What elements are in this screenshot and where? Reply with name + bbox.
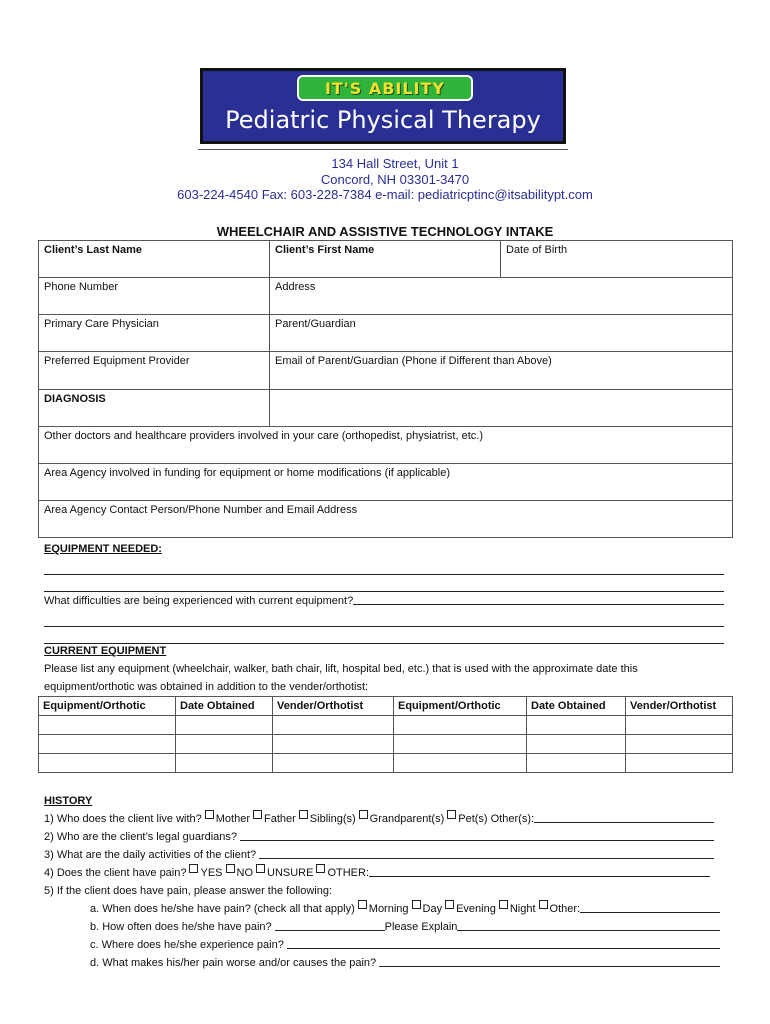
client-info-table xyxy=(38,240,733,538)
option-label: Mother xyxy=(215,813,250,825)
email-field[interactable]: Email of Parent/Guardian (Phone if Different than Above) xyxy=(270,352,733,389)
qc-answer[interactable] xyxy=(287,936,720,949)
pcp-field[interactable]: Primary Care Physician xyxy=(39,315,270,352)
logo xyxy=(200,68,566,144)
equipment-needed-line-1[interactable] xyxy=(44,558,724,575)
first-name-field[interactable]: Client’s First Name xyxy=(270,241,501,278)
q4-answer[interactable] xyxy=(369,864,710,877)
q2-label: 2) Who are the client’s legal guardians? xyxy=(44,831,238,843)
col-header: Date Obtained xyxy=(527,697,626,716)
q4-label: 4) Does the client have pain? xyxy=(44,867,187,879)
qb-label: b. How often does he/she have pain? xyxy=(90,921,272,933)
option-label: UNSURE xyxy=(267,867,314,879)
q3-label: 3) What are the daily activities of the client? xyxy=(44,849,257,861)
checkbox[interactable] xyxy=(358,900,367,909)
table-cell[interactable] xyxy=(527,716,626,735)
q1-label: 1) Who does the client live with? xyxy=(44,813,202,825)
option-label: NO xyxy=(236,867,253,879)
option-label: Evening xyxy=(456,903,496,915)
checkbox[interactable] xyxy=(359,810,368,819)
contact-line: 603-224-4540 Fax: 603-228-7384 e-mail: pediatricptinc@itsabilitypt.com xyxy=(177,187,593,202)
option-label: Sibling(s) xyxy=(309,813,356,825)
table-cell[interactable] xyxy=(176,735,273,754)
table-cell[interactable] xyxy=(394,754,527,773)
table-cell[interactable] xyxy=(176,716,273,735)
history-section xyxy=(44,792,734,972)
current-equipment-heading: CURRENT EQUIPMENT xyxy=(44,645,167,657)
difficulties-answer[interactable] xyxy=(353,592,724,605)
diagnosis-field[interactable] xyxy=(270,389,733,426)
qb-explain-label: Please Explain xyxy=(384,921,458,933)
checkbox[interactable] xyxy=(539,900,548,909)
equipment-needed-line-2[interactable] xyxy=(44,575,724,592)
diagnosis-label: DIAGNOSIS xyxy=(39,389,270,426)
table-cell[interactable] xyxy=(176,754,273,773)
table-cell[interactable] xyxy=(626,716,733,735)
option-label: Morning xyxy=(368,903,409,915)
phone-field[interactable]: Phone Number xyxy=(39,278,270,315)
table-cell[interactable] xyxy=(394,735,527,754)
last-name-field[interactable]: Client’s Last Name xyxy=(39,241,270,278)
checkbox[interactable] xyxy=(499,900,508,909)
difficulties-line-1[interactable] xyxy=(44,610,724,627)
history-heading: HISTORY xyxy=(44,795,93,807)
form-title: WHEELCHAIR AND ASSISTIVE TECHNOLOGY INTAKE xyxy=(216,224,554,239)
equipment-needed-heading: EQUIPMENT NEEDED: xyxy=(44,543,162,555)
q3-answer[interactable] xyxy=(259,846,714,859)
col-header: Vender/Orthotist xyxy=(626,697,733,716)
col-header: Equipment/Orthotic xyxy=(39,697,176,716)
table-cell[interactable] xyxy=(39,735,176,754)
equipment-table xyxy=(38,696,733,773)
logo-badge: IT'S ABILITY xyxy=(297,75,473,101)
qb-explain-answer[interactable] xyxy=(457,918,720,931)
equipment-needed-section xyxy=(44,540,724,644)
address-line-2: Concord, NH 03301-3470 xyxy=(320,172,470,187)
q5-label: 5) If the client does have pain, please answer the following: xyxy=(44,885,333,897)
checkbox[interactable] xyxy=(445,900,454,909)
table-cell[interactable] xyxy=(626,754,733,773)
logo-name: Pediatric Physical Therapy xyxy=(225,106,541,134)
table-cell[interactable] xyxy=(39,754,176,773)
checkbox[interactable] xyxy=(253,810,262,819)
checkbox[interactable] xyxy=(189,864,198,873)
qa-answer[interactable] xyxy=(580,900,720,913)
difficulties-question: What difficulties are being experienced with current equipment? xyxy=(44,595,354,607)
table-cell[interactable] xyxy=(527,754,626,773)
table-row xyxy=(39,754,733,773)
checkbox[interactable] xyxy=(412,900,421,909)
table-cell[interactable] xyxy=(273,716,394,735)
table-cell[interactable] xyxy=(527,735,626,754)
current-equipment-instructions-1: Please list any equipment (wheelchair, walker, bath chair, lift, hospital bed, etc.) that is used with the approximate date this xyxy=(44,663,638,675)
table-cell[interactable] xyxy=(626,735,733,754)
q1-answer[interactable] xyxy=(534,810,714,823)
guardian-field[interactable]: Parent/Guardian xyxy=(270,315,733,352)
option-label: Father xyxy=(264,813,296,825)
table-row xyxy=(39,735,733,754)
other-doctors-field[interactable]: Other doctors and healthcare providers involved in your care (orthopedist, physiatrist, etc.) xyxy=(39,426,733,463)
option-label: Day xyxy=(422,903,443,915)
qb-answer[interactable] xyxy=(275,918,385,931)
option-label: Other: xyxy=(549,903,581,915)
table-cell[interactable] xyxy=(394,716,527,735)
option-label: Pet(s) Other(s): xyxy=(458,813,535,825)
option-label: YES xyxy=(200,867,223,879)
address-line-1: 134 Hall Street, Unit 1 xyxy=(331,156,459,171)
current-equipment-section xyxy=(44,642,724,696)
col-header: Date Obtained xyxy=(176,697,273,716)
table-cell[interactable] xyxy=(273,735,394,754)
address-field[interactable]: Address xyxy=(270,278,733,315)
qc-label: c. Where does he/she experience pain? xyxy=(90,939,284,951)
option-label: Grandparent(s) xyxy=(369,813,445,825)
divider xyxy=(198,149,568,150)
q2-answer[interactable] xyxy=(240,828,714,841)
table-row xyxy=(39,716,733,735)
checkbox[interactable] xyxy=(226,864,235,873)
checkbox[interactable] xyxy=(256,864,265,873)
checkbox[interactable] xyxy=(447,810,456,819)
qd-answer[interactable] xyxy=(379,954,720,967)
dob-field[interactable]: Date of Birth xyxy=(501,241,733,278)
area-agency-field[interactable]: Area Agency involved in funding for equipment or home modifications (if applicable) xyxy=(39,463,733,500)
provider-field[interactable]: Preferred Equipment Provider xyxy=(39,352,270,389)
table-cell[interactable] xyxy=(39,716,176,735)
checkbox[interactable] xyxy=(299,810,308,819)
checkbox[interactable] xyxy=(316,864,325,873)
qa-label: a. When does he/she have pain? (check all that apply) xyxy=(90,903,355,915)
current-equipment-instructions-2: equipment/orthotic was obtained in addition to the vender/orthotist: xyxy=(44,681,369,693)
col-header: Vender/Orthotist xyxy=(273,697,394,716)
table-cell[interactable] xyxy=(273,754,394,773)
agency-contact-field[interactable]: Area Agency Contact Person/Phone Number and Email Address xyxy=(39,500,733,537)
qd-label: d. What makes his/her pain worse and/or causes the pain? xyxy=(90,957,377,969)
checkbox[interactable] xyxy=(205,810,214,819)
option-label: OTHER: xyxy=(327,867,370,879)
option-label: Night xyxy=(509,903,536,915)
col-header: Equipment/Orthotic xyxy=(394,697,527,716)
